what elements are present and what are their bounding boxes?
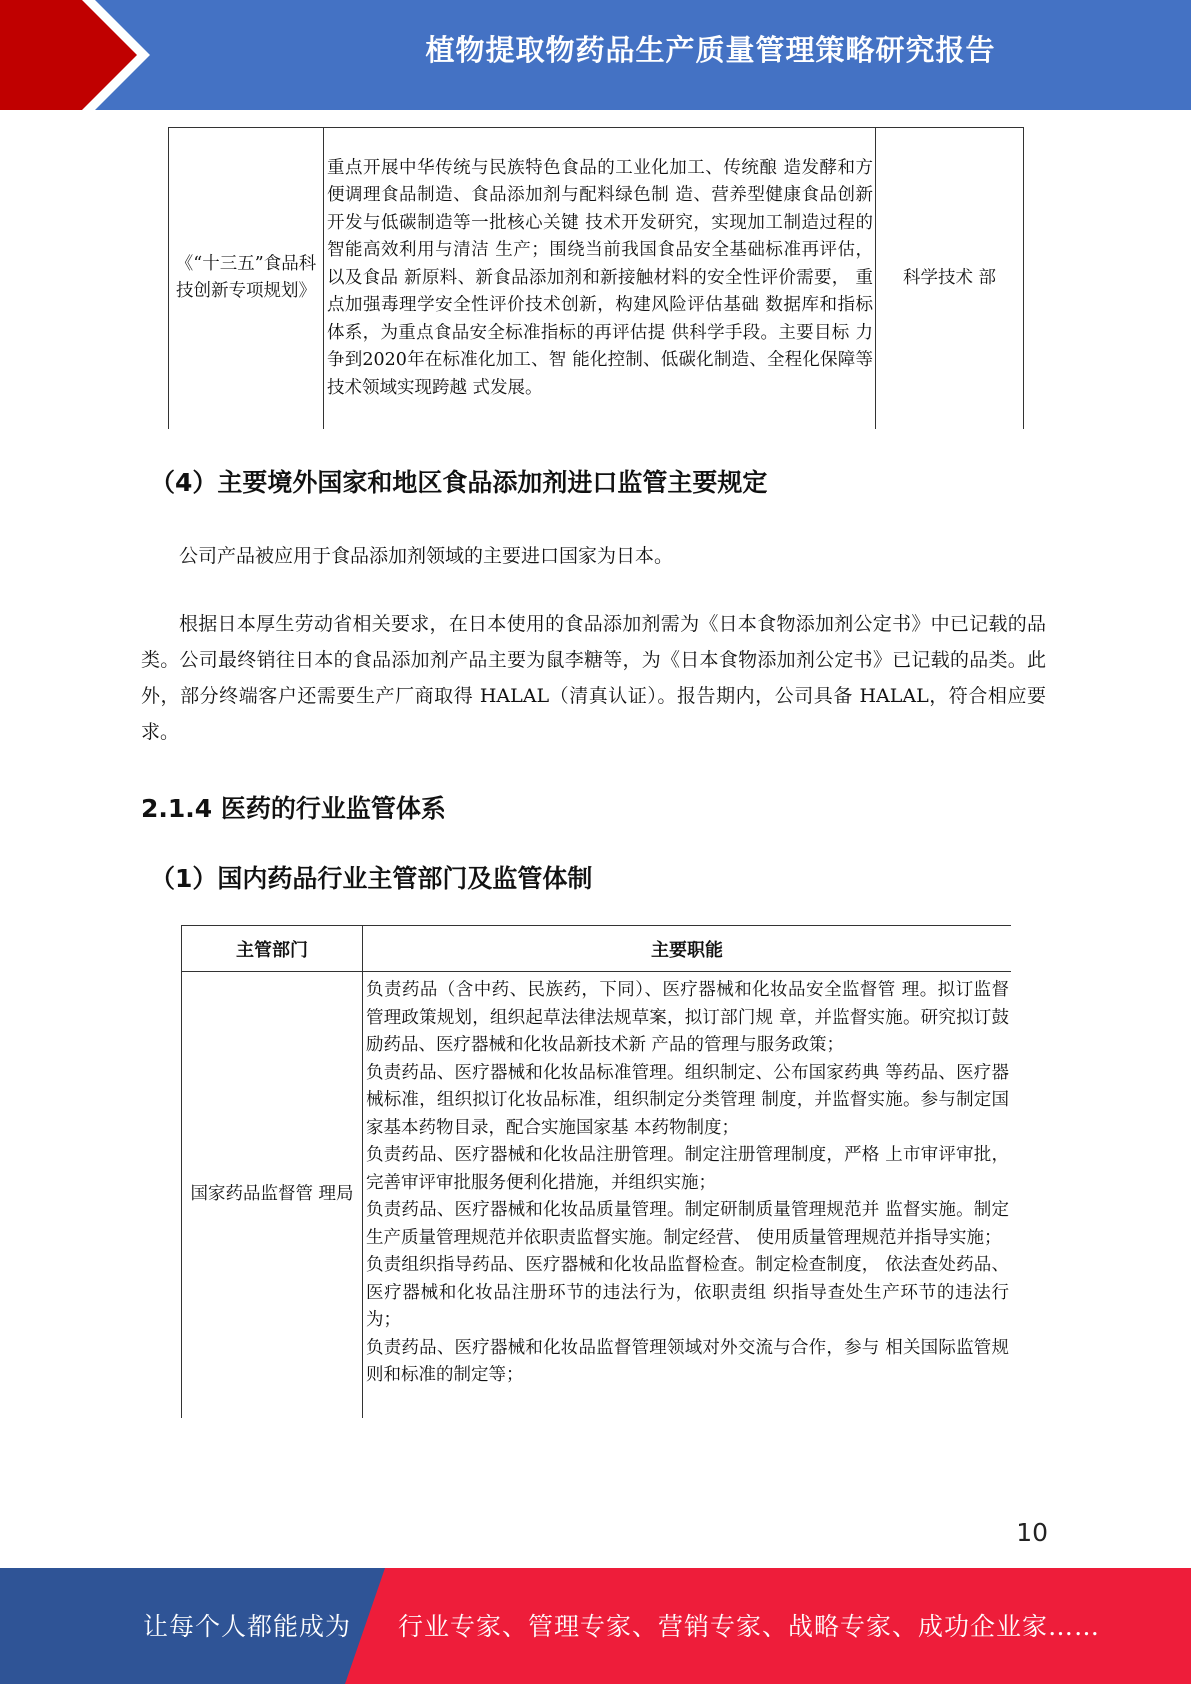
footer-slogan-right: 行业专家、管理专家、营销专家、战略专家、成功企业家…… xyxy=(398,1612,1101,1641)
table-header-row xyxy=(182,926,1012,972)
paragraph: 根据日本厚生劳动省相关要求，在日本使用的食品添加剂需为《日本食物添加剂公定书》中已记载的品类。公司最终销往日本的食品添加剂产品主要为鼠李糖等，为《日本食物添加剂公定书》已记载的品类。此外，部分终端客户还需要生产厂商取得 HALAL（清真认证）。报告期内，公司具备 HALAL，符合相应要求。 xyxy=(141,613,1046,743)
duties-cell xyxy=(363,972,1012,1418)
footer-slogan-left: 让每个人都能成为 xyxy=(143,1612,352,1641)
section-heading: （4）主要境外国家和地区食品添加剂进口监管主要规定 xyxy=(150,468,768,497)
column-header: 主管部门 xyxy=(182,926,363,972)
header-arrow-decoration xyxy=(0,0,160,110)
duty-item: 负责组织指导药品、医疗器械和化妆品监督检查。制定检查制度， 依法查处药品、医疗器械和化妆品注册环节的违法行为，依职责组 织指导查处生产环节的违法行为； xyxy=(366,1255,1009,1330)
duty-item: 负责药品、医疗器械和化妆品注册管理。制定注册管理制度，严格 上市审评审批，完善审评审批服务便利化措施，并组织实施； xyxy=(366,1145,1009,1193)
plan-table xyxy=(168,127,1024,429)
page-footer xyxy=(0,1568,1191,1684)
column-header: 主要职能 xyxy=(363,926,1012,972)
report-title: 植物提取物药品生产质量管理策略研究报告 xyxy=(425,33,996,67)
plan-name-cell: 《“十三五”食品科技创新专项规划》 xyxy=(169,128,324,429)
duty-item: 负责药品、医疗器械和化妆品标准管理。组织制定、公布国家药典 等药品、医疗器械标准，组织拟订化妆品标准，组织制定分类管理 制度，并监督实施。参与制定国家基本药物目录，配合实施国家基 本药物制度； xyxy=(366,1062,1009,1138)
plan-content-cell: 重点开展中华传统与民族特色食品的工业化加工、传统酿 造发酵和方便调理食品制造、食品添加剂与配料绿色制 造、营养型健康食品创新开发与低碳制造等一批核心关键 技术开发研究，实现加工制造过程的智能高效利用与清洁 生产；围绕当前我国食品安全基础标准再评估，以及食品 新原料、新食品添加剂和新接触材料的安全性评价需要， 重点加强毒理学安全性评价技术创新，构建风险评估基础 数据库和指标体系，为重点食品安全标准指标的再评估提 供科学手段。主要目标 力争到2020年在标准化加工、智 能化控制、低碳化制造、全程化保障等技术领域实现跨越 式发展。 xyxy=(324,128,876,429)
duty-item: 负责药品、医疗器械和化妆品监督管理领域对外交流与合作，参与 相关国际监管规则和标准的制定等； xyxy=(366,1337,1009,1385)
section-heading: 2.1.4 医药的行业监管体系 xyxy=(141,794,446,823)
duty-item: 负责药品、医疗器械和化妆品质量管理。制定研制质量管理规范并 监督实施。制定生产质量管理规范并依职责监督实施。制定经营、 使用质量管理规范并指导实施； xyxy=(366,1200,1009,1248)
regulator-table xyxy=(181,925,1011,1418)
plan-department-cell: 科学技术 部 xyxy=(876,128,1024,429)
page-number: 10 xyxy=(1016,1518,1048,1547)
department-cell: 国家药品监督管 理局 xyxy=(182,972,363,1418)
sub-section-heading: （1）国内药品行业主管部门及监管体制 xyxy=(150,864,593,893)
paragraph: 公司产品被应用于食品添加剂领域的主要进口国家为日本。 xyxy=(179,545,674,567)
table-row xyxy=(182,972,1012,1418)
table-row xyxy=(169,128,1024,429)
duty-item: 负责药品（含中药、民族药，下同）、医疗器械和化妆品安全监督管 理。拟订监督管理政策规划，组织起草法律法规草案，拟订部门规 章，并监督实施。研究拟订鼓励药品、医疗器械和化妆品新技术新 产品的管理与服务政策； xyxy=(366,980,1009,1055)
page-header xyxy=(0,0,1191,110)
